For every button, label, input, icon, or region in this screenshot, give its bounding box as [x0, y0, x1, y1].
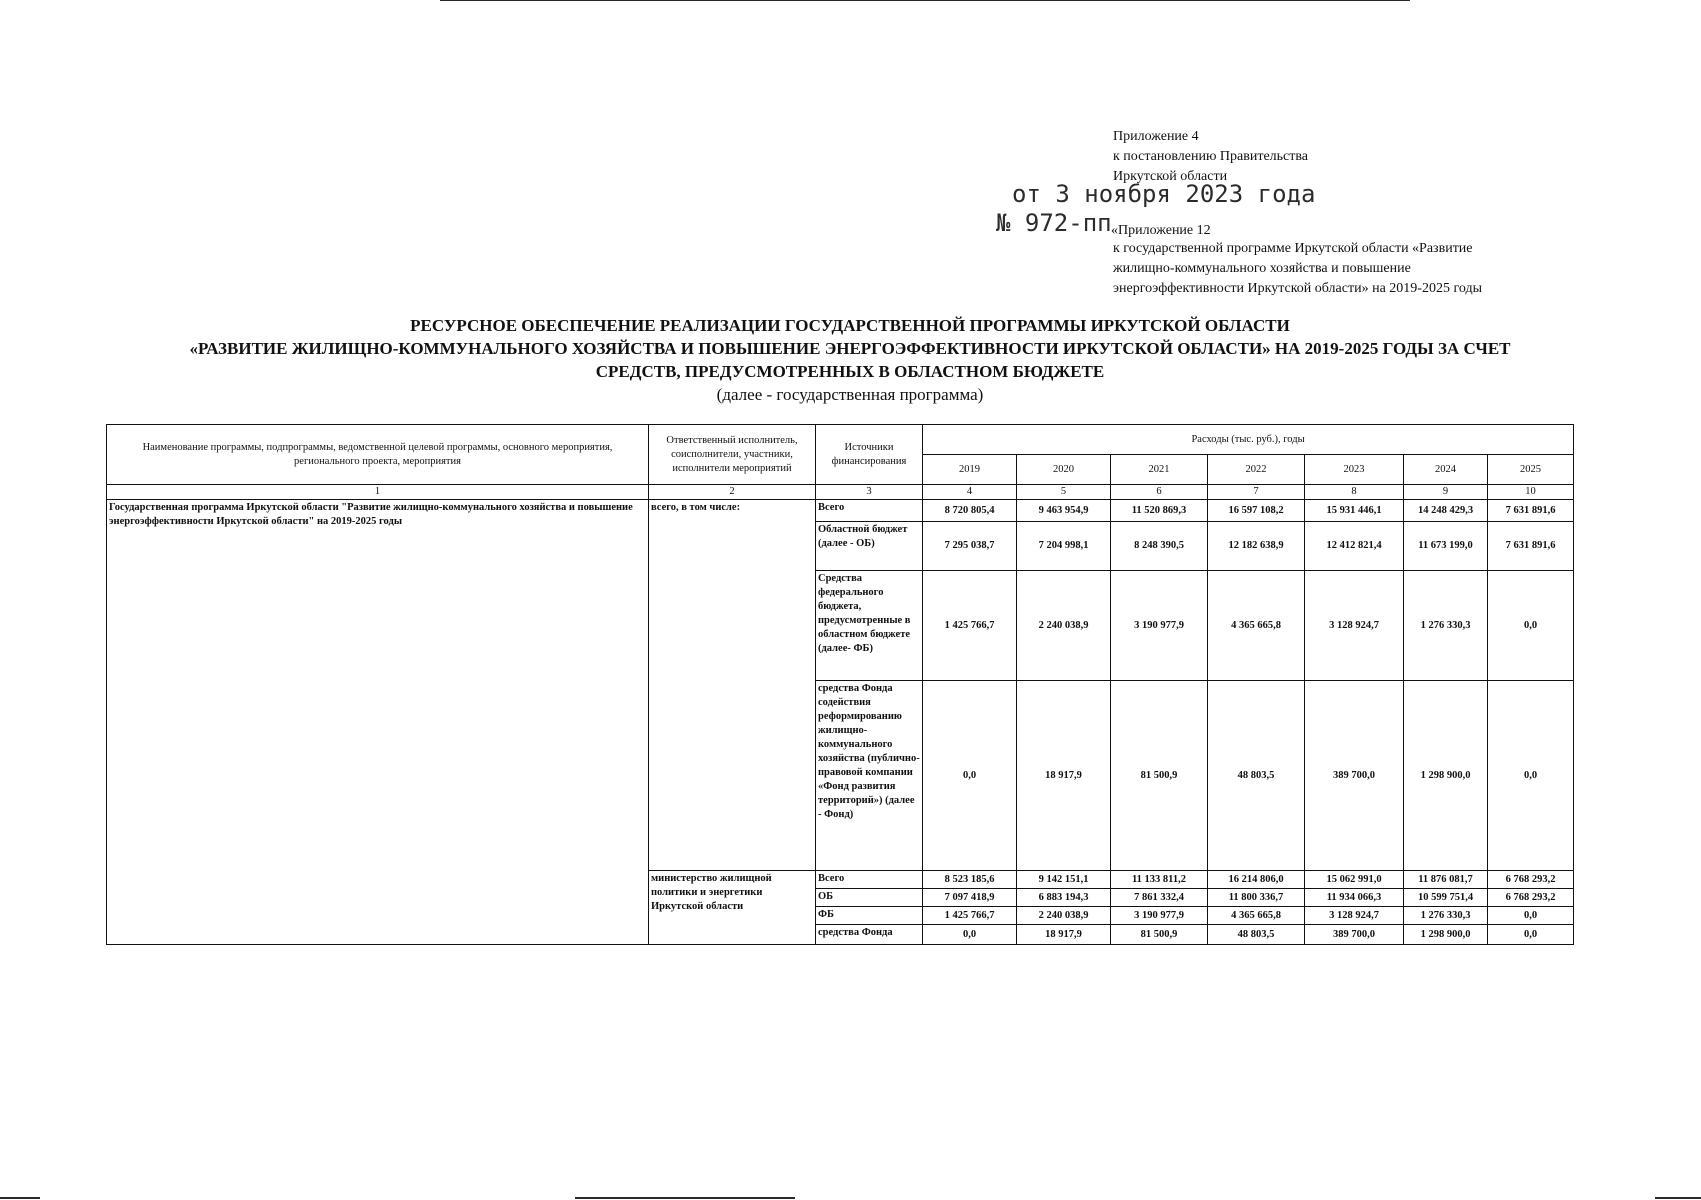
value-cell: 1 298 900,0 [1404, 681, 1488, 871]
value-cell: 2 240 038,9 [1017, 571, 1111, 681]
title-line: СРЕДСТВ, ПРЕДУСМОТРЕННЫХ В ОБЛАСТНОМ БЮДЖЕТЕ [595, 362, 1105, 381]
value-cell: 389 700,0 [1305, 925, 1404, 945]
column-index: 1 [107, 485, 649, 500]
value-cell: 81 500,9 [1111, 681, 1208, 871]
value-cell: 11 800 336,7 [1208, 889, 1305, 907]
value-cell: 3 190 977,9 [1111, 907, 1208, 925]
column-index: 2 [649, 485, 816, 500]
value-cell: 8 720 805,4 [923, 500, 1017, 522]
value-cell: 48 803,5 [1208, 681, 1305, 871]
value-cell: 11 520 869,3 [1111, 500, 1208, 522]
attachment-line: «Приложение 12 [1111, 223, 1211, 238]
value-cell: 9 463 954,9 [1017, 500, 1111, 522]
value-cell: 16 214 806,0 [1208, 871, 1305, 889]
column-index: 6 [1111, 485, 1208, 500]
source-cell: Областной бюджет (далее - ОБ) [816, 522, 923, 571]
value-cell: 11 876 081,7 [1404, 871, 1488, 889]
source-cell: Всего [816, 500, 923, 522]
source-cell: Средства федерального бюджета, предусмотренные в областном бюджете (далее- ФБ) [816, 571, 923, 681]
value-cell: 10 599 751,4 [1404, 889, 1488, 907]
value-cell: 7 204 998,1 [1017, 522, 1111, 571]
value-cell: 16 597 108,2 [1208, 500, 1305, 522]
value-cell: 4 365 665,8 [1208, 907, 1305, 925]
attachment-block [1113, 127, 1583, 299]
value-cell: 9 142 151,1 [1017, 871, 1111, 889]
attachment-line: Иркутской области [1113, 169, 1228, 184]
value-cell: 11 133 811,2 [1111, 871, 1208, 889]
scan-edge-line-bottom-right [1655, 1197, 1701, 1199]
value-cell: 18 917,9 [1017, 681, 1111, 871]
value-cell: 14 248 429,3 [1404, 500, 1488, 522]
column-index: 5 [1017, 485, 1111, 500]
source-cell: средства Фонда содействия реформированию жилищно-коммунального хозяйства (публично-правовой компании «Фонд развития территорий») (далее - Фонд) [816, 681, 923, 871]
decree-number-stamp: № 972-пп [996, 209, 1112, 237]
scan-edge-line-bottom-mid [575, 1197, 795, 1199]
value-cell: 0,0 [1488, 571, 1574, 681]
value-cell: 15 931 446,1 [1305, 500, 1404, 522]
responsible-cell: министерство жилищной политики и энергетики Иркутской области [649, 871, 816, 945]
column-index: 8 [1305, 485, 1404, 500]
value-cell: 1 298 900,0 [1404, 925, 1488, 945]
program-name-cell: Государственная программа Иркутской области "Развитие жилищно-коммунального хозяйства и повышение энергоэффективности Иркутской области" на 2019-2025 годы [107, 500, 649, 945]
value-cell: 1 276 330,3 [1404, 907, 1488, 925]
value-cell: 12 412 821,4 [1305, 522, 1404, 571]
value-cell: 1 276 330,3 [1404, 571, 1488, 681]
source-cell: Всего [816, 871, 923, 889]
value-cell: 7 631 891,6 [1488, 500, 1574, 522]
value-cell: 0,0 [923, 925, 1017, 945]
title-line: РЕСУРСНОЕ ОБЕСПЕЧЕНИЕ РЕАЛИЗАЦИИ ГОСУДАРСТВЕННОЙ ПРОГРАММЫ ИРКУТСКОЙ ОБЛАСТИ [410, 316, 1290, 335]
value-cell: 12 182 638,9 [1208, 522, 1305, 571]
source-cell: ФБ [816, 907, 923, 925]
column-index: 10 [1488, 485, 1574, 500]
decree-date-stamp: от 3 ноября 2023 года [1012, 180, 1316, 208]
value-cell: 389 700,0 [1305, 681, 1404, 871]
value-cell: 0,0 [1488, 681, 1574, 871]
header-year: 2021 [1111, 455, 1208, 485]
value-cell: 3 128 924,7 [1305, 571, 1404, 681]
value-cell: 1 425 766,7 [923, 907, 1017, 925]
attachment-line: к постановлению Правительства [1113, 149, 1309, 164]
responsible-cell: всего, в том числе: [649, 500, 816, 871]
column-index: 4 [923, 485, 1017, 500]
value-cell: 4 365 665,8 [1208, 571, 1305, 681]
value-cell: 3 128 924,7 [1305, 907, 1404, 925]
header-responsible: Ответственный исполнитель, соисполнители, участники, исполнители мероприятий [649, 425, 816, 485]
value-cell: 11 934 066,3 [1305, 889, 1404, 907]
source-cell: ОБ [816, 889, 923, 907]
value-cell: 7 097 418,9 [923, 889, 1017, 907]
attachment-line-quote [1111, 221, 1231, 241]
title-line: «РАЗВИТИЕ ЖИЛИЩНО-КОММУНАЛЬНОГО ХОЗЯЙСТВА И ПОВЫШЕНИЕ ЭНЕРГОЭФФЕКТИВНОСТИ ИРКУТСКОЙ ОБЛАСТИ» НА 2019-2025 ГОДЫ ЗА СЧЕТ [189, 339, 1511, 358]
value-cell: 15 062 991,0 [1305, 871, 1404, 889]
header-program-name: Наименование программы, подпрограммы, ведомственной целевой программы, основного мероприятия, регионального проекта, мероприятия [107, 425, 649, 485]
header-year: 2024 [1404, 455, 1488, 485]
title-subtitle: (далее - государственная программа) [716, 385, 984, 404]
resource-table [106, 424, 1574, 945]
value-cell: 6 768 293,2 [1488, 871, 1574, 889]
value-cell: 3 190 977,9 [1111, 571, 1208, 681]
value-cell: 2 240 038,9 [1017, 907, 1111, 925]
value-cell: 8 523 185,6 [923, 871, 1017, 889]
header-year: 2023 [1305, 455, 1404, 485]
header-year: 2022 [1208, 455, 1305, 485]
value-cell: 0,0 [923, 681, 1017, 871]
value-cell: 8 248 390,5 [1111, 522, 1208, 571]
value-cell: 48 803,5 [1208, 925, 1305, 945]
column-index: 9 [1404, 485, 1488, 500]
column-index: 3 [816, 485, 923, 500]
value-cell: 11 673 199,0 [1404, 522, 1488, 571]
attachment-line: энергоэффективности Иркутской области» на 2019-2025 годы [1113, 281, 1482, 296]
value-cell: 6 883 194,3 [1017, 889, 1111, 907]
scan-edge-line-bottom-left [0, 1197, 40, 1199]
header-year: 2025 [1488, 455, 1574, 485]
scan-edge-line-top [440, 0, 1410, 1]
value-cell: 6 768 293,2 [1488, 889, 1574, 907]
attachment-line: жилищно-коммунального хозяйства и повышение [1113, 261, 1411, 276]
value-cell: 18 917,9 [1017, 925, 1111, 945]
table-row [107, 500, 1574, 522]
attachment-line: к государственной программе Иркутской области «Развитие [1113, 241, 1473, 256]
document-title [60, 314, 1640, 406]
header-year: 2020 [1017, 455, 1111, 485]
column-index: 7 [1208, 485, 1305, 500]
header-expenses: Расходы (тыс. руб.), годы [923, 425, 1574, 455]
value-cell: 7 631 891,6 [1488, 522, 1574, 571]
value-cell: 7 861 332,4 [1111, 889, 1208, 907]
value-cell: 1 425 766,7 [923, 571, 1017, 681]
header-year: 2019 [923, 455, 1017, 485]
attachment-line: Приложение 4 [1113, 129, 1199, 144]
value-cell: 0,0 [1488, 925, 1574, 945]
value-cell: 0,0 [1488, 907, 1574, 925]
header-sources: Источники финансирования [816, 425, 923, 485]
source-cell: средства Фонда [816, 925, 923, 945]
value-cell: 81 500,9 [1111, 925, 1208, 945]
value-cell: 7 295 038,7 [923, 522, 1017, 571]
